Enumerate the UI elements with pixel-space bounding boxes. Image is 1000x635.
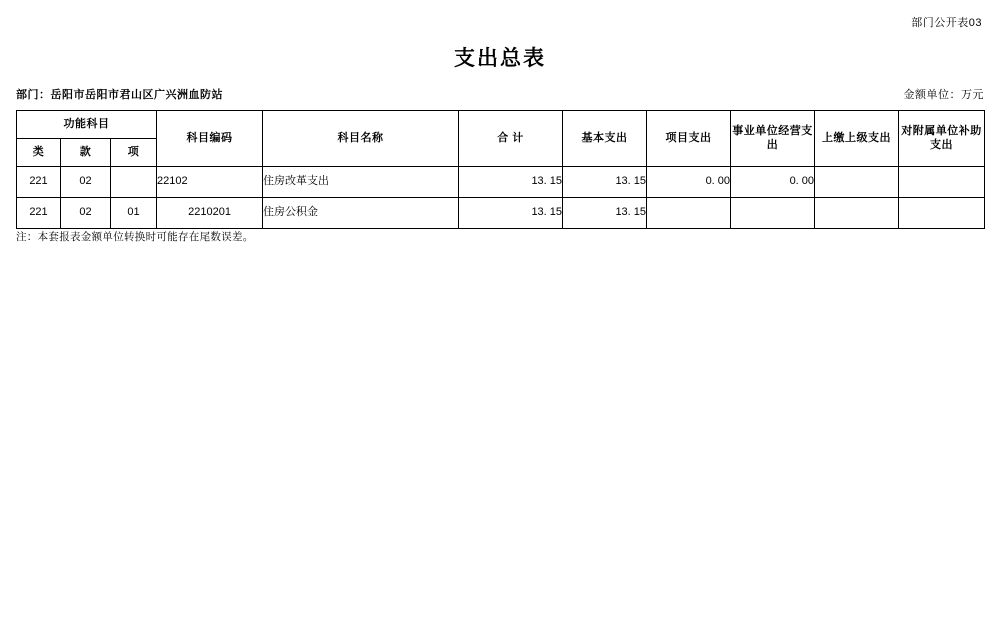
- cell-name: 住房改革支出: [263, 167, 459, 198]
- meta-row: [16, 86, 984, 102]
- cell-basic: 13. 15: [563, 198, 647, 229]
- header-kuan: 款: [61, 139, 111, 167]
- table-row: [17, 167, 985, 198]
- header-project-expenditure: 项目支出: [647, 111, 731, 167]
- header-lei: 类: [17, 139, 61, 167]
- amount-unit-label: 金额单位：万元: [903, 89, 984, 101]
- header-subject-code: 科目编码: [157, 111, 263, 167]
- cell-business: [731, 198, 815, 229]
- department-label: 部门：岳阳市岳阳市君山区广兴洲血防站: [16, 89, 223, 101]
- cell-business: 0. 00: [731, 167, 815, 198]
- cell-basic: 13. 15: [563, 167, 647, 198]
- header-upper-level-expenditure: 上缴上级支出: [815, 111, 899, 167]
- cell-code: 2210201: [157, 198, 263, 229]
- table-header-row-top: [17, 111, 985, 139]
- expenditure-table: [16, 110, 985, 229]
- header-total: 合 计: [459, 111, 563, 167]
- cell-kuan: 02: [61, 167, 111, 198]
- header-xiang: 项: [111, 139, 157, 167]
- cell-code: 22102: [157, 167, 263, 198]
- header-subject-name: 科目名称: [263, 111, 459, 167]
- cell-total: 13. 15: [459, 167, 563, 198]
- cell-lei: 221: [17, 167, 61, 198]
- cell-subsidy: [899, 167, 985, 198]
- form-code: 部门公开表03: [911, 17, 982, 29]
- cell-kuan: 02: [61, 198, 111, 229]
- cell-xiang: 01: [111, 198, 157, 229]
- page-title: 支出总表: [454, 47, 546, 70]
- footnote: 注：本套报表金额单位转换时可能存在尾数误差。: [16, 231, 254, 243]
- cell-project: 0. 00: [647, 167, 731, 198]
- cell-lei: 221: [17, 198, 61, 229]
- header-subsidy-expenditure: 对附属单位补助支出: [899, 111, 985, 167]
- cell-total: 13. 15: [459, 198, 563, 229]
- table-row: [17, 198, 985, 229]
- cell-subsidy: [899, 198, 985, 229]
- cell-upper: [815, 198, 899, 229]
- header-business-expenditure: 事业单位经营支出: [731, 111, 815, 167]
- cell-project: [647, 198, 731, 229]
- header-basic-expenditure: 基本支出: [563, 111, 647, 167]
- cell-xiang: [111, 167, 157, 198]
- header-functional-subject: 功能科目: [17, 111, 157, 139]
- cell-upper: [815, 167, 899, 198]
- cell-name: 住房公积金: [263, 198, 459, 229]
